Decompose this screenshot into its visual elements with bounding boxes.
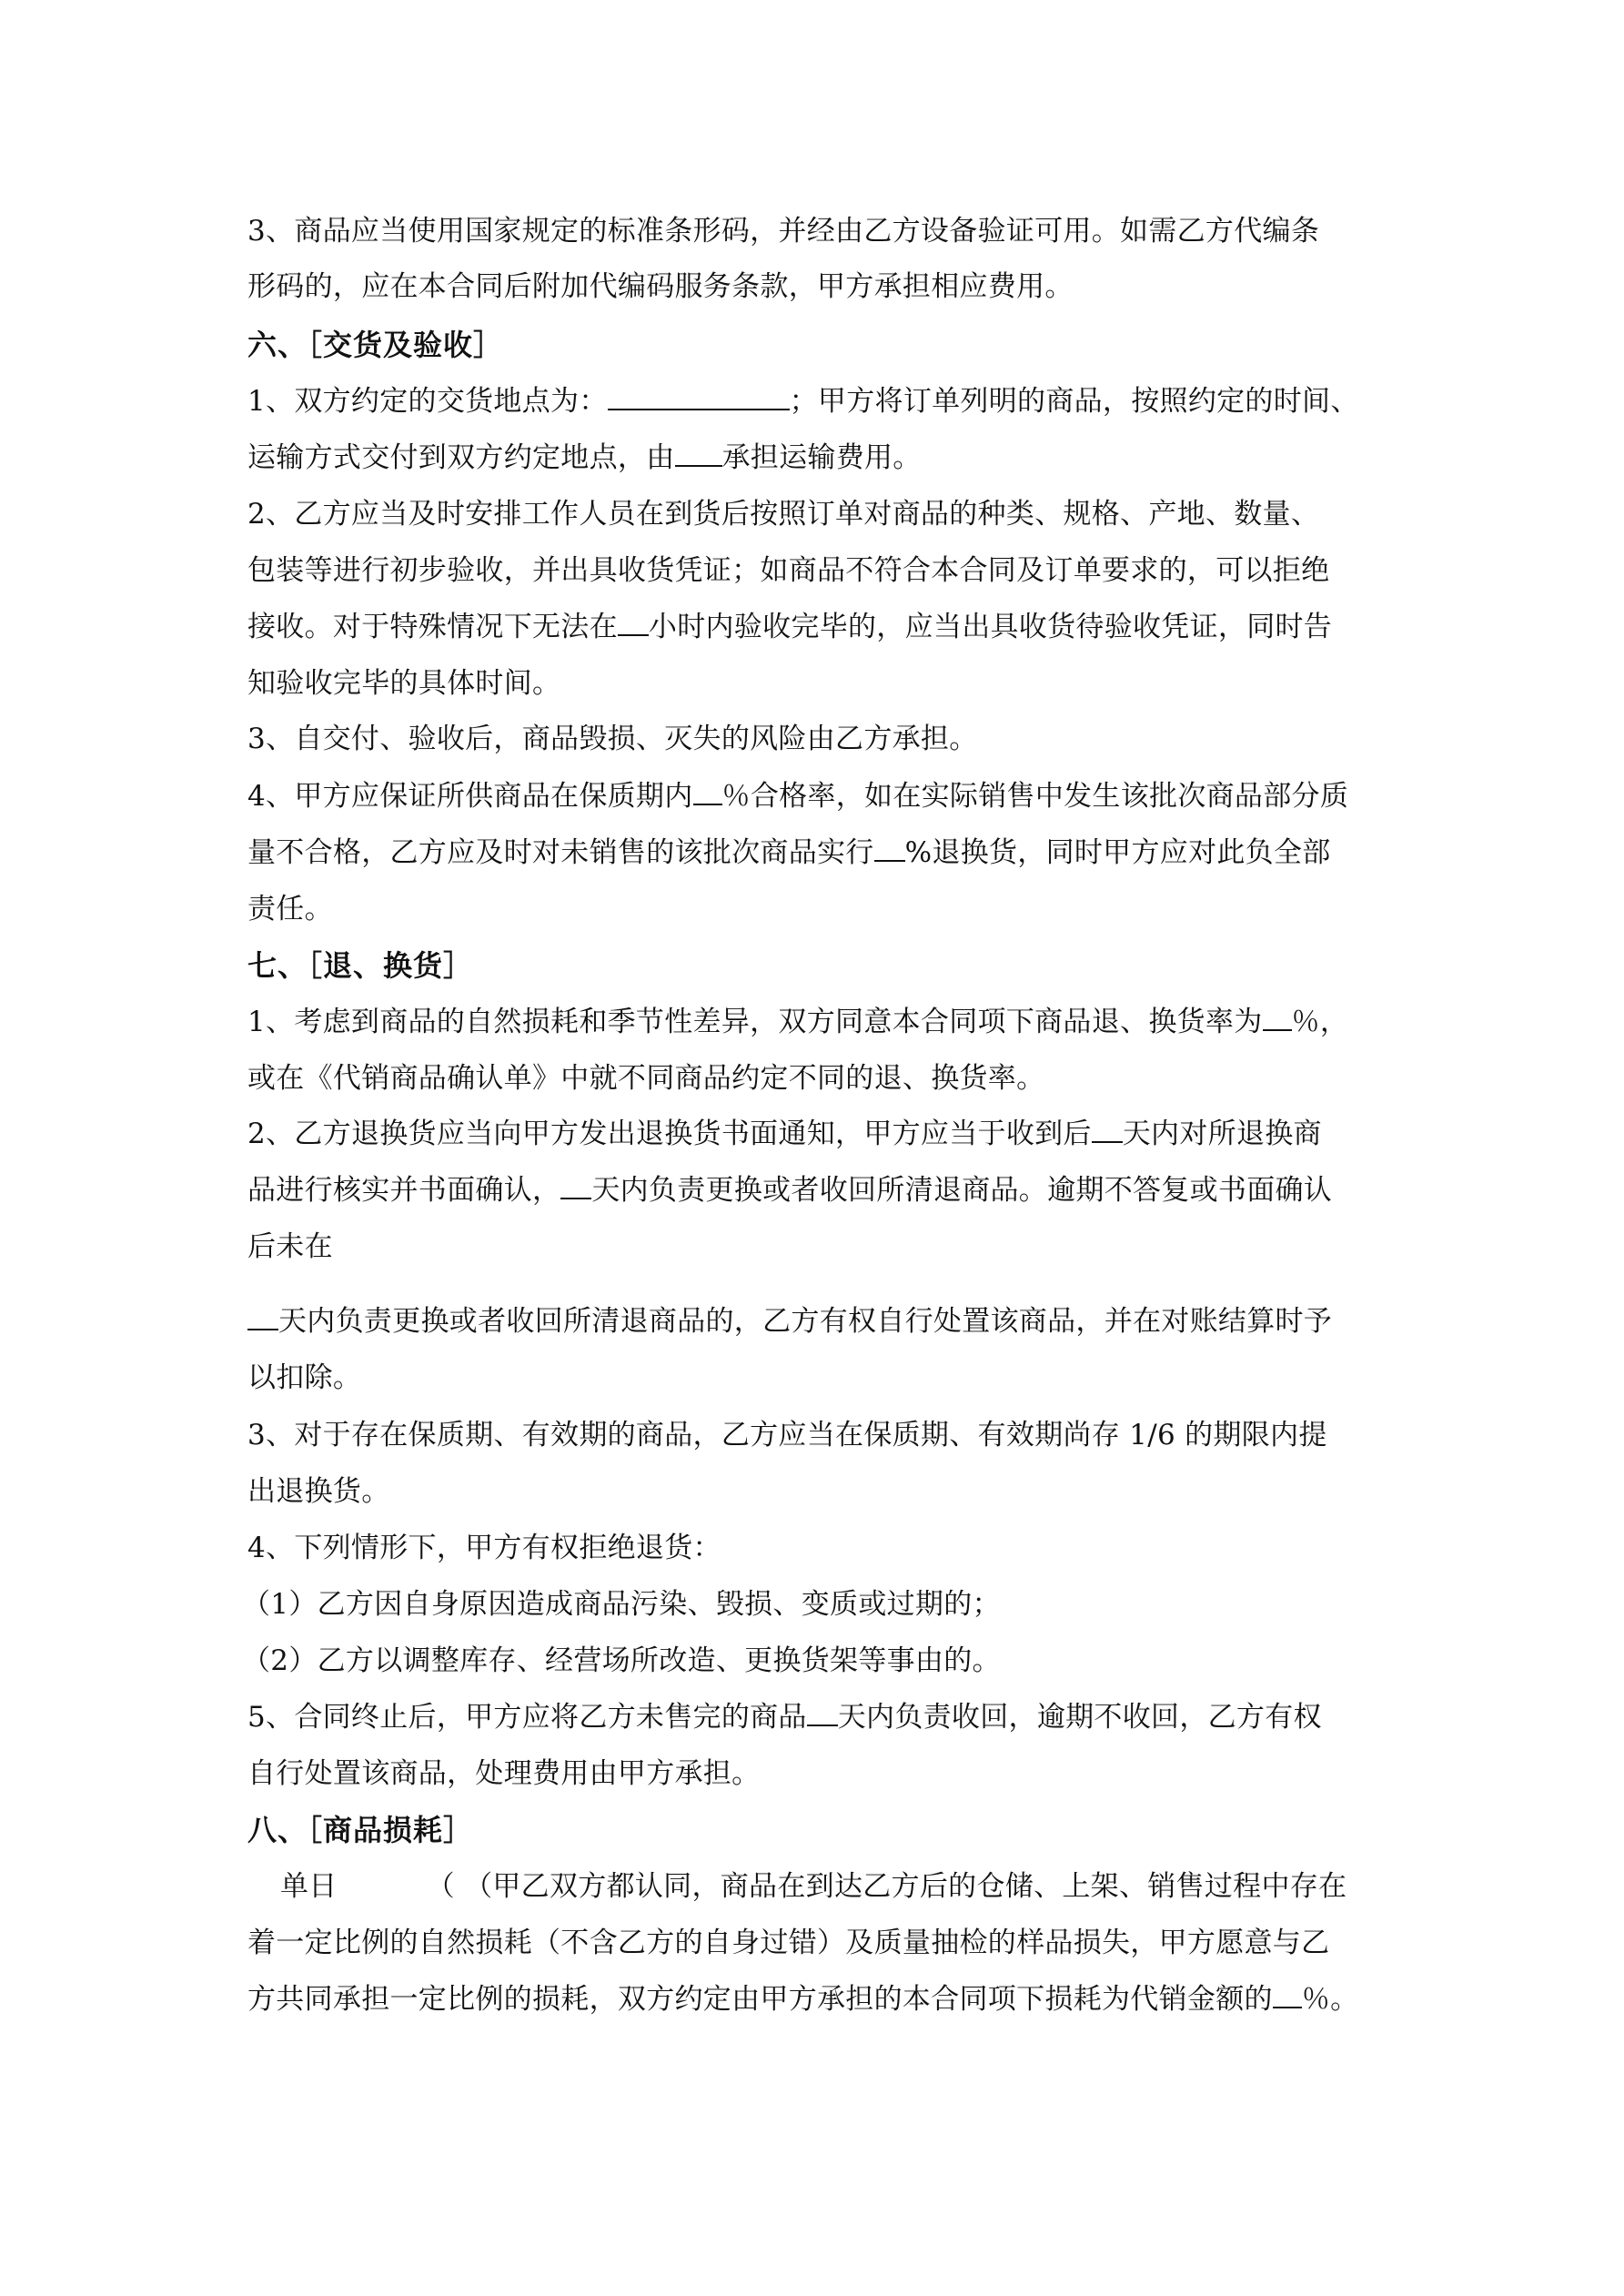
clause6-item1-line2: [247, 440, 922, 476]
clause7-item5-line1-text-b: 天内负责收回，逾期不收回，乙方有权: [837, 1701, 1322, 1734]
clause7-item2-line2-text-b: 天内负责更换或者收回所清退商品。逾期不答复或书面确认: [591, 1174, 1333, 1207]
clause6-item2-line3: [247, 609, 1332, 645]
clause8-line1-text: （ （甲乙双方都认同，商品在到达乙方后的仓储、上架、销售过程中存在: [426, 1870, 1347, 1903]
clause8-line3: [247, 1981, 1358, 2018]
replace-days-blank: [560, 1173, 591, 1199]
clause7-item2-line2: [247, 1172, 1332, 1209]
clause5-item3-line1: 3、商品应当使用国家规定的标准条形码，并经由乙方设备验证可用。如需乙方代编条: [247, 215, 1320, 248]
transport-payer-blank: [675, 440, 722, 467]
clause8-line1-label: 单日: [280, 1870, 338, 1903]
section-heading-8: 八、［商品损耗］: [247, 1813, 474, 1847]
clause7-item3-line2: 出退换货。: [247, 1475, 390, 1508]
clause6-item1-text-a: 1、双方约定的交货地点为：: [247, 385, 608, 418]
clause6-item4-line2-text-b: %退换货，同时甲方应对此负全部: [904, 836, 1331, 869]
exchange-rate-blank: [1263, 1005, 1292, 1031]
clause7-item2-line3: 后未在: [247, 1230, 333, 1263]
recall-days-blank: [807, 1700, 838, 1726]
clause7-item2-line1-text-b: 天内对所退换商: [1122, 1118, 1322, 1150]
clause5-item3-line2: 形码的，应在本合同后附加代编码服务条款，甲方承担相应费用。: [247, 270, 1074, 303]
inspection-hours-blank: [618, 610, 649, 636]
clause7-item5-line1: [247, 1699, 1322, 1735]
clause7-item2-line4: [247, 1303, 1332, 1340]
clause6-item4-line2: [247, 834, 1331, 871]
clause7-item1-line1-text-a: 1、考虑到商品的自然损耗和季节性差异，双方同意本合同项下商品退、换货率为: [247, 1006, 1263, 1038]
clause7-item4-sub1: （1）乙方因自身原因造成商品污染、毁损、变质或过期的；: [242, 1588, 1001, 1621]
clause7-item2-line2-text-a: 品进行核实并书面确认，: [247, 1174, 561, 1207]
clause7-item4-sub2: （2）乙方以调整库存、经营场所改造、更换货架等事由的。: [242, 1644, 1001, 1677]
clause8-line2: 着一定比例的自然损耗（不含乙方的自身过错）及质量抽检的样品损失，甲方愿意与乙: [247, 1927, 1330, 1959]
clause6-item4-line2-text-a: 量不合格，乙方应及时对未销售的该批次商品实行: [247, 836, 874, 869]
clause6-item4-line1-text-b: ％合格率，如在实际销售中发生该批次商品部分质: [721, 780, 1349, 813]
verify-days-blank: [1092, 1117, 1123, 1143]
pass-rate-blank: [693, 779, 722, 805]
clause7-item1-line1: [247, 1004, 1348, 1040]
clause7-item5-line1-text-a: 5、合同终止后，甲方应将乙方未售完的商品: [247, 1701, 807, 1734]
clause6-item2-line2: 包装等进行初步验收，并出具收货凭证；如商品不符合本合同及订单要求的，可以拒绝: [247, 554, 1330, 587]
clause7-item2-line1-text-a: 2、乙方退换货应当向甲方发出退换货书面通知，甲方应当于收到后: [247, 1118, 1092, 1150]
return-rate-blank: [874, 835, 905, 862]
clause6-item1-line2-text-b: 承担运输费用。: [721, 441, 922, 474]
clause8-line3-text-b: ％。: [1301, 1983, 1359, 2016]
clause6-item2-line4: 知验收完毕的具体时间。: [247, 667, 561, 700]
clause7-item3-line1: 3、对于存在保质期、有效期的商品，乙方应当在保质期、有效期尚存 1/6 的期限内提: [247, 1419, 1327, 1451]
loss-rate-blank: [1273, 1982, 1302, 2008]
clause8-line3-text-a: 方共同承担一定比例的损耗，双方约定由甲方承担的本合同项下损耗为代销金额的: [247, 1983, 1273, 2016]
section-heading-6: 六、［交货及验收］: [247, 328, 504, 362]
clause6-item2-line3-text-a: 接收。对于特殊情况下无法在: [247, 611, 618, 643]
clause6-item2-line3-text-b: 小时内验收完毕的，应当出具收货待验收凭证，同时告: [648, 611, 1333, 643]
clause6-item1-line1: [247, 383, 1359, 420]
clause7-item1-line1-text-b: ％，: [1291, 1006, 1349, 1038]
clause6-item2-line1: 2、乙方应当及时安排工作人员在到货后按照订单对商品的种类、规格、产地、数量、: [247, 498, 1320, 531]
overdue-days-blank: [247, 1304, 278, 1330]
clause7-item2-line4-text: 天内负责更换或者收回所清退商品的，乙方有权自行处置该商品，并在对账结算时予: [278, 1305, 1333, 1338]
clause8-line1: [280, 1868, 1347, 1905]
delivery-location-blank: [608, 384, 790, 410]
clause6-item3: 3、自交付、验收后，商品毁损、灭失的风险由乙方承担。: [247, 723, 978, 755]
clause7-item2-line1: [247, 1116, 1322, 1152]
clause6-item4-line1-text-a: 4、甲方应保证所供商品在保质期内: [247, 780, 693, 813]
clause7-item1-line2: 或在《代销商品确认单》中就不同商品约定不同的退、换货率。: [247, 1062, 1045, 1095]
clause6-item1-text-b: ；甲方将订单列明的商品，按照约定的时间、: [789, 385, 1359, 418]
clause7-item5-line2: 自行处置该商品，处理费用由甲方承担。: [247, 1757, 761, 1790]
clause6-item4-line1: [247, 778, 1348, 814]
clause6-item4-line3: 责任。: [247, 893, 333, 925]
clause6-item1-line2-text-a: 运输方式交付到双方约定地点，由: [247, 441, 675, 474]
clause7-item4: 4、下列情形下，甲方有权拒绝退货：: [247, 1532, 721, 1564]
clause7-item2-line5: 以扣除。: [247, 1361, 362, 1394]
section-heading-7: 七、［退、换货］: [247, 948, 474, 983]
